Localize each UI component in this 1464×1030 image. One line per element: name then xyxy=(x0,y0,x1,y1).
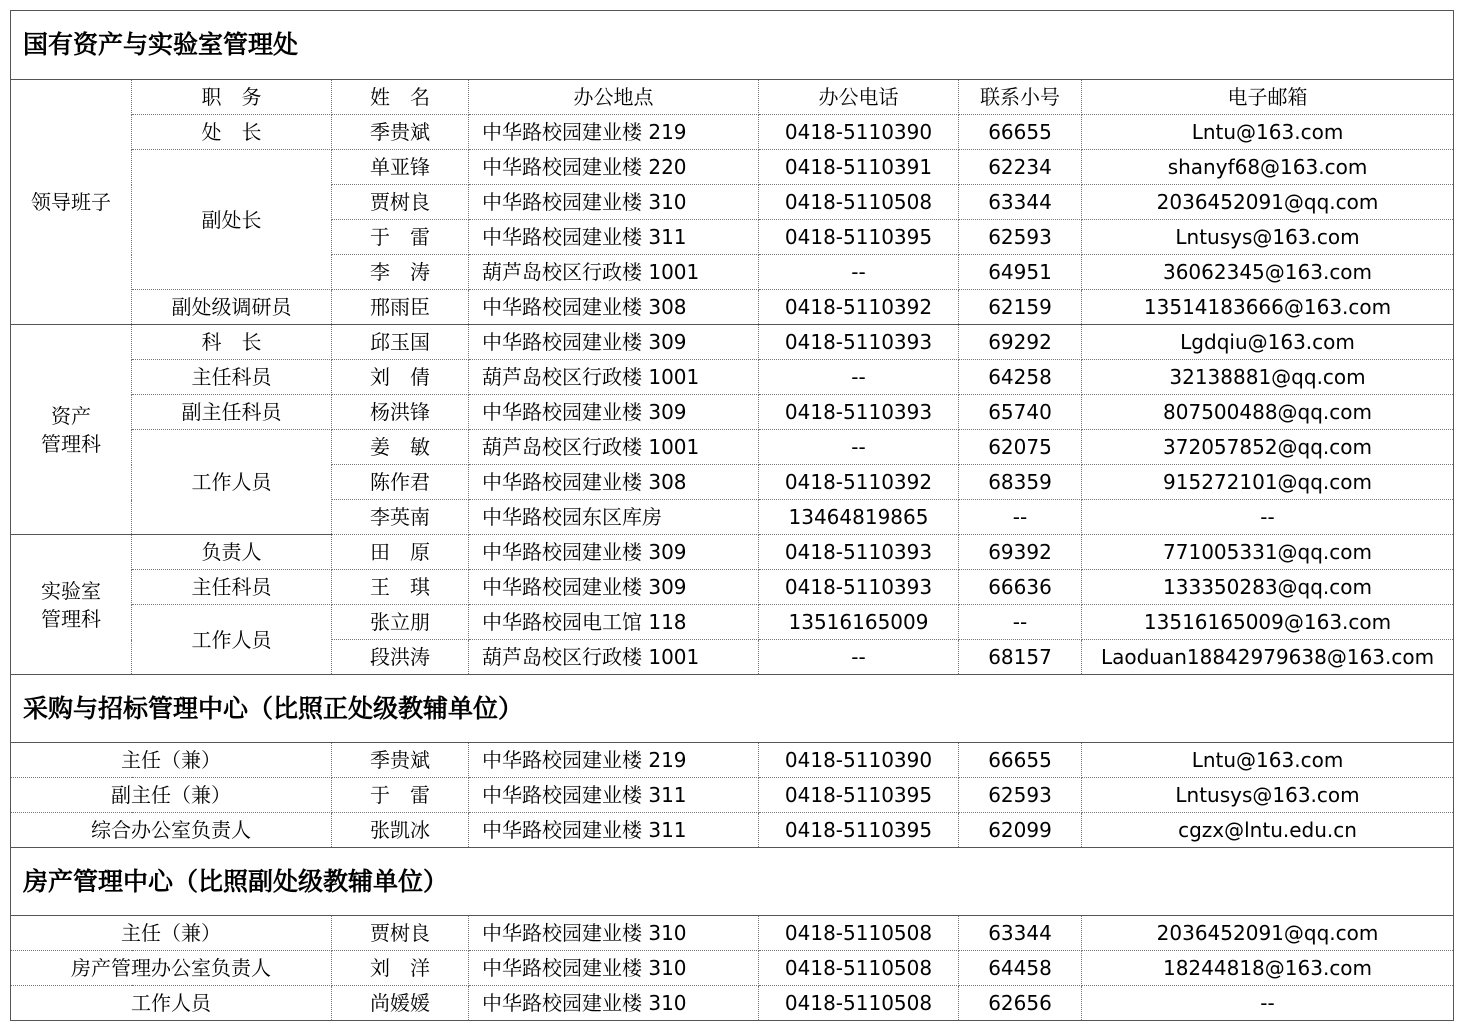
group-label-lab: 实验室 管理科 xyxy=(11,535,132,675)
name-cell: 邱玉国 xyxy=(332,325,469,360)
role-cell: 工作人员 xyxy=(11,986,332,1021)
column-header-office: 办公地点 xyxy=(469,80,759,115)
table-row xyxy=(11,360,1454,395)
email-cell: Lgdqiu@163.com xyxy=(1082,325,1454,360)
phone-cell: 0418-5110508 xyxy=(759,951,959,986)
office-cell: 中华路校园建业楼 309 xyxy=(469,325,759,360)
name-cell: 于 雷 xyxy=(332,778,469,813)
email-cell: 807500488@qq.com xyxy=(1082,395,1454,430)
phone-cell: -- xyxy=(759,430,959,465)
short-number-cell: 69292 xyxy=(959,325,1082,360)
short-number-cell: 62234 xyxy=(959,150,1082,185)
office-cell: 中华路校园东区库房 xyxy=(469,500,759,535)
office-cell: 中华路校园建业楼 219 xyxy=(469,115,759,150)
phone-cell: 0418-5110393 xyxy=(759,395,959,430)
role-cell: 主任科员 xyxy=(132,360,332,395)
office-cell: 中华路校园建业楼 309 xyxy=(469,535,759,570)
table-row xyxy=(11,986,1454,1021)
phone-cell: 13516165009 xyxy=(759,605,959,640)
group-label-asset: 资产 管理科 xyxy=(11,325,132,535)
role-cell: 处 长 xyxy=(132,115,332,150)
short-number-cell: 64258 xyxy=(959,360,1082,395)
role-cell: 房产管理办公室负责人 xyxy=(11,951,332,986)
phone-cell: 13464819865 xyxy=(759,500,959,535)
role-cell: 主任（兼） xyxy=(11,916,332,951)
email-cell: 915272101@qq.com xyxy=(1082,465,1454,500)
role-cell: 副主任（兼） xyxy=(11,778,332,813)
column-header-email: 电子邮箱 xyxy=(1082,80,1454,115)
email-cell: 133350283@qq.com xyxy=(1082,570,1454,605)
short-number-cell: 64951 xyxy=(959,255,1082,290)
section-title-row xyxy=(11,848,1454,916)
name-cell: 贾树良 xyxy=(332,916,469,951)
group-label-leaders: 领导班子 xyxy=(11,80,132,325)
name-cell: 尚媛媛 xyxy=(332,986,469,1021)
email-cell: shanyf68@163.com xyxy=(1082,150,1454,185)
table-row xyxy=(11,778,1454,813)
phone-cell: -- xyxy=(759,360,959,395)
office-cell: 中华路校园建业楼 310 xyxy=(469,185,759,220)
role-cell: 副主任科员 xyxy=(132,395,332,430)
office-cell: 葫芦岛校区行政楼 1001 xyxy=(469,640,759,675)
office-cell: 中华路校园建业楼 311 xyxy=(469,778,759,813)
phone-cell: 0418-5110390 xyxy=(759,115,959,150)
name-cell: 张凯冰 xyxy=(332,813,469,848)
phone-cell: -- xyxy=(759,255,959,290)
name-cell: 刘 洋 xyxy=(332,951,469,986)
short-number-cell: 68359 xyxy=(959,465,1082,500)
email-cell: Lntusys@163.com xyxy=(1082,778,1454,813)
name-cell: 王 琪 xyxy=(332,570,469,605)
short-number-cell: -- xyxy=(959,500,1082,535)
directory-table xyxy=(10,10,1454,1021)
phone-cell: 0418-5110392 xyxy=(759,465,959,500)
office-cell: 中华路校园建业楼 310 xyxy=(469,916,759,951)
office-cell: 中华路校园建业楼 308 xyxy=(469,290,759,325)
short-number-cell: 62159 xyxy=(959,290,1082,325)
phone-cell: 0418-5110395 xyxy=(759,778,959,813)
name-cell: 张立朋 xyxy=(332,605,469,640)
name-cell: 李 涛 xyxy=(332,255,469,290)
table-row xyxy=(11,570,1454,605)
short-number-cell: 66655 xyxy=(959,743,1082,778)
column-header-short: 联系小号 xyxy=(959,80,1082,115)
column-header-phone: 办公电话 xyxy=(759,80,959,115)
table-row xyxy=(11,325,1454,360)
email-cell: Lntu@163.com xyxy=(1082,115,1454,150)
phone-cell: 0418-5110508 xyxy=(759,185,959,220)
section-title-row xyxy=(11,675,1454,743)
name-cell: 姜 敏 xyxy=(332,430,469,465)
name-cell: 刘 倩 xyxy=(332,360,469,395)
short-number-cell: 64458 xyxy=(959,951,1082,986)
email-cell: 32138881@qq.com xyxy=(1082,360,1454,395)
short-number-cell: 66636 xyxy=(959,570,1082,605)
table-row xyxy=(11,916,1454,951)
name-cell: 于 雷 xyxy=(332,220,469,255)
table-row xyxy=(11,743,1454,778)
table-row xyxy=(11,115,1454,150)
short-number-cell: 62656 xyxy=(959,986,1082,1021)
column-header-row xyxy=(11,80,1454,115)
email-cell: 13516165009@163.com xyxy=(1082,605,1454,640)
name-cell: 陈作君 xyxy=(332,465,469,500)
table-row xyxy=(11,605,1454,640)
phone-cell: 0418-5110508 xyxy=(759,916,959,951)
role-cell: 副处长 xyxy=(132,150,332,290)
email-cell: cgzx@lntu.edu.cn xyxy=(1082,813,1454,848)
email-cell: Lntusys@163.com xyxy=(1082,220,1454,255)
phone-cell: 0418-5110392 xyxy=(759,290,959,325)
office-cell: 葫芦岛校区行政楼 1001 xyxy=(469,360,759,395)
phone-cell: 0418-5110393 xyxy=(759,570,959,605)
phone-cell: -- xyxy=(759,640,959,675)
office-cell: 中华路校园建业楼 310 xyxy=(469,986,759,1021)
short-number-cell: 62593 xyxy=(959,220,1082,255)
office-cell: 葫芦岛校区行政楼 1001 xyxy=(469,255,759,290)
short-number-cell: 66655 xyxy=(959,115,1082,150)
table-row xyxy=(11,535,1454,570)
name-cell: 田 原 xyxy=(332,535,469,570)
section-title: 房产管理中心（比照副处级教辅单位） xyxy=(11,848,1454,916)
short-number-cell: 62075 xyxy=(959,430,1082,465)
email-cell: -- xyxy=(1082,500,1454,535)
section-title: 采购与招标管理中心（比照正处级教辅单位） xyxy=(11,675,1454,743)
column-header-name: 姓 名 xyxy=(332,80,469,115)
email-cell: Lntu@163.com xyxy=(1082,743,1454,778)
phone-cell: 0418-5110391 xyxy=(759,150,959,185)
phone-cell: 0418-5110395 xyxy=(759,220,959,255)
short-number-cell: 69392 xyxy=(959,535,1082,570)
office-cell: 中华路校园建业楼 220 xyxy=(469,150,759,185)
email-cell: 2036452091@qq.com xyxy=(1082,185,1454,220)
email-cell: 2036452091@qq.com xyxy=(1082,916,1454,951)
phone-cell: 0418-5110508 xyxy=(759,986,959,1021)
role-cell: 工作人员 xyxy=(132,605,332,675)
office-cell: 中华路校园建业楼 309 xyxy=(469,570,759,605)
office-cell: 中华路校园建业楼 310 xyxy=(469,951,759,986)
role-cell: 综合办公室负责人 xyxy=(11,813,332,848)
email-cell: 18244818@163.com xyxy=(1082,951,1454,986)
name-cell: 季贵斌 xyxy=(332,743,469,778)
name-cell: 段洪涛 xyxy=(332,640,469,675)
phone-cell: 0418-5110395 xyxy=(759,813,959,848)
office-cell: 中华路校园建业楼 311 xyxy=(469,813,759,848)
name-cell: 李英南 xyxy=(332,500,469,535)
name-cell: 邢雨臣 xyxy=(332,290,469,325)
phone-cell: 0418-5110390 xyxy=(759,743,959,778)
role-cell: 负责人 xyxy=(132,535,332,570)
email-cell: 771005331@qq.com xyxy=(1082,535,1454,570)
short-number-cell: 62099 xyxy=(959,813,1082,848)
email-cell: 13514183666@163.com xyxy=(1082,290,1454,325)
office-cell: 中华路校园建业楼 308 xyxy=(469,465,759,500)
name-cell: 季贵斌 xyxy=(332,115,469,150)
name-cell: 单亚锋 xyxy=(332,150,469,185)
email-cell: Laoduan18842979638@163.com xyxy=(1082,640,1454,675)
column-header-position: 职 务 xyxy=(132,80,332,115)
office-cell: 中华路校园建业楼 309 xyxy=(469,395,759,430)
role-cell: 科 长 xyxy=(132,325,332,360)
role-cell: 主任（兼） xyxy=(11,743,332,778)
short-number-cell: 63344 xyxy=(959,916,1082,951)
short-number-cell: 62593 xyxy=(959,778,1082,813)
office-cell: 葫芦岛校区行政楼 1001 xyxy=(469,430,759,465)
short-number-cell: -- xyxy=(959,605,1082,640)
email-cell: -- xyxy=(1082,986,1454,1021)
table-row xyxy=(11,290,1454,325)
email-cell: 36062345@163.com xyxy=(1082,255,1454,290)
office-cell: 中华路校园电工馆 118 xyxy=(469,605,759,640)
office-cell: 中华路校园建业楼 311 xyxy=(469,220,759,255)
office-cell: 中华路校园建业楼 219 xyxy=(469,743,759,778)
table-row xyxy=(11,395,1454,430)
phone-cell: 0418-5110393 xyxy=(759,325,959,360)
table-row xyxy=(11,813,1454,848)
table-row xyxy=(11,951,1454,986)
name-cell: 杨洪锋 xyxy=(332,395,469,430)
table-row xyxy=(11,430,1454,465)
short-number-cell: 65740 xyxy=(959,395,1082,430)
short-number-cell: 68157 xyxy=(959,640,1082,675)
role-cell: 副处级调研员 xyxy=(132,290,332,325)
role-cell: 工作人员 xyxy=(132,430,332,535)
role-cell: 主任科员 xyxy=(132,570,332,605)
name-cell: 贾树良 xyxy=(332,185,469,220)
email-cell: 372057852@qq.com xyxy=(1082,430,1454,465)
phone-cell: 0418-5110393 xyxy=(759,535,959,570)
section-title: 国有资产与实验室管理处 xyxy=(11,11,1454,80)
table-row xyxy=(11,150,1454,185)
short-number-cell: 63344 xyxy=(959,185,1082,220)
section-title-row xyxy=(11,11,1454,80)
